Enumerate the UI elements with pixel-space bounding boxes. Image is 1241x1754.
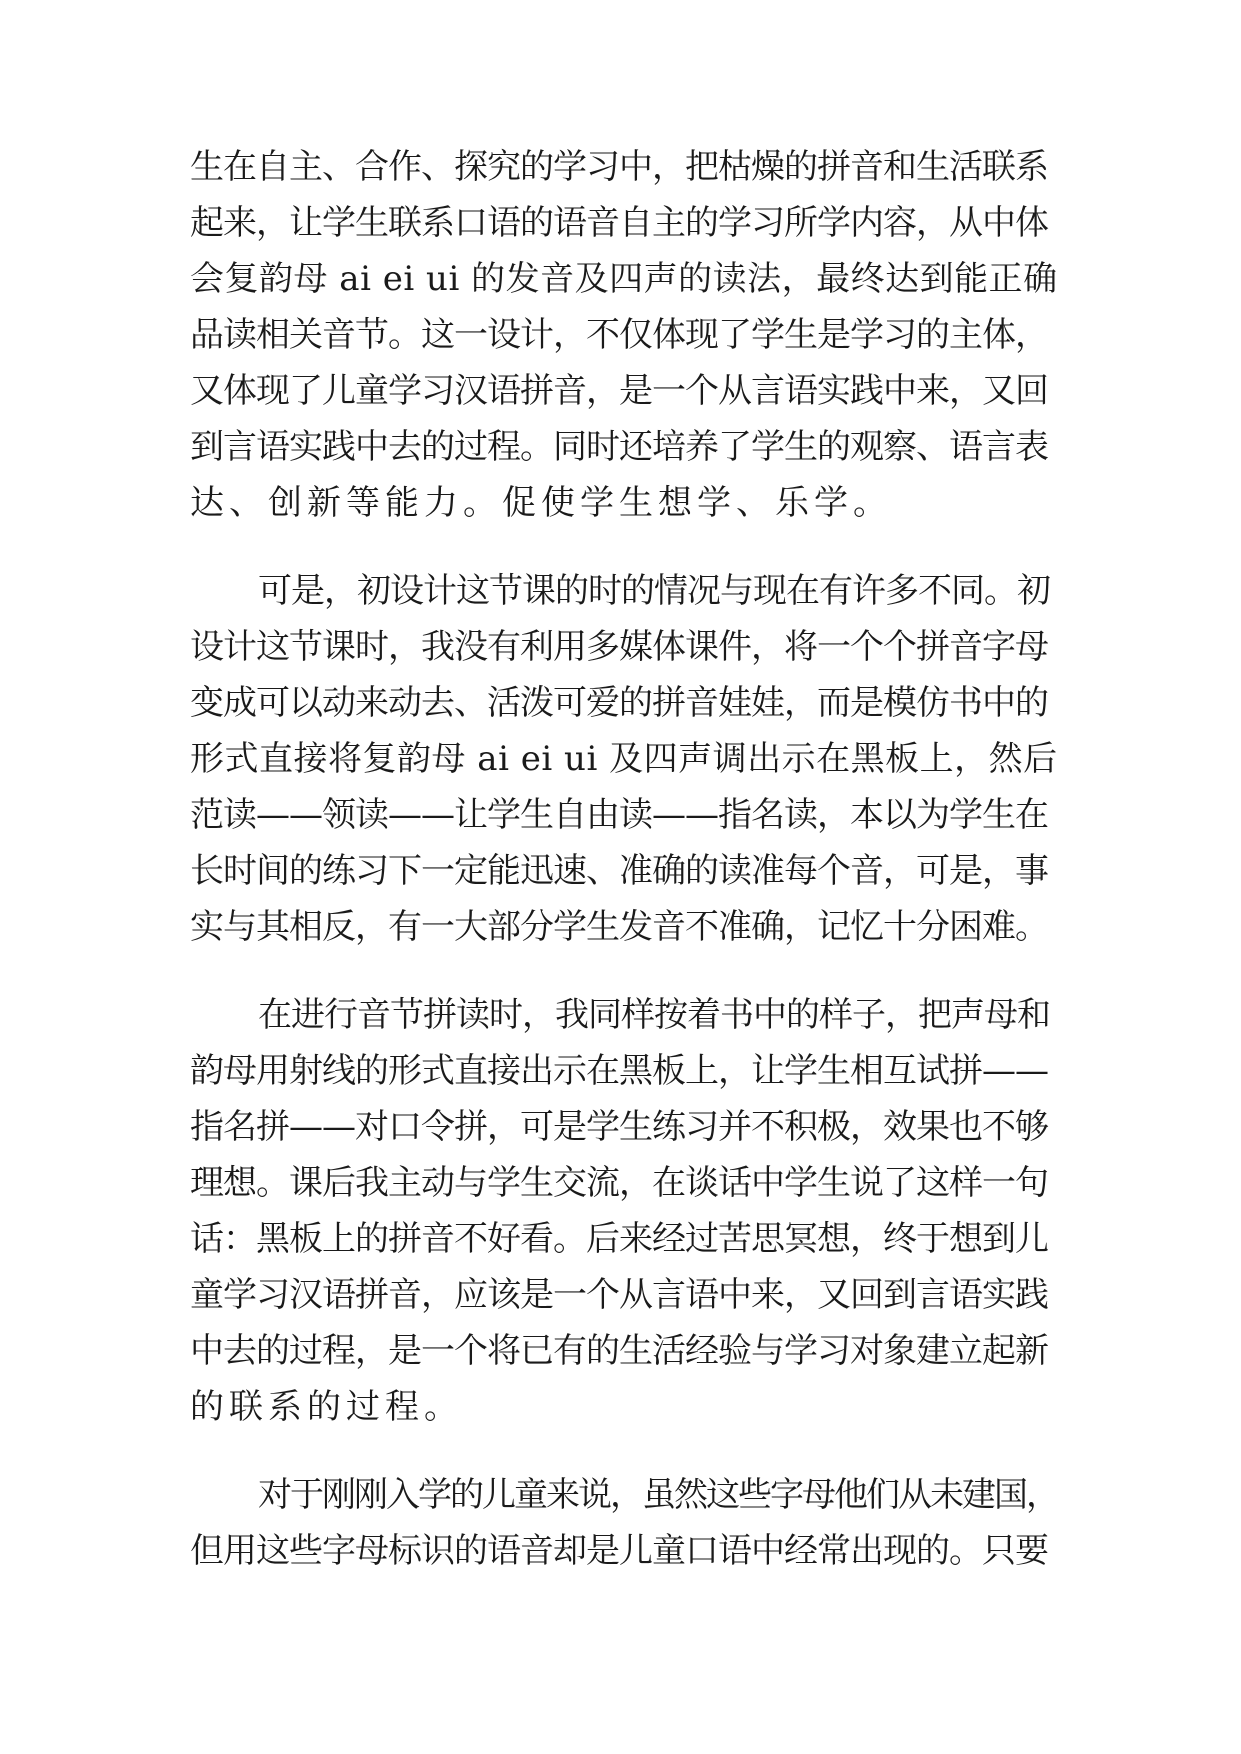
paragraph-first-line: 可是，初设计这节课的时的情况与现在有许多不同。初 xyxy=(258,571,1050,611)
text-line: 的联系的过程。 xyxy=(190,1387,463,1427)
text-line: 品读相关音节。这一设计，不仅体现了学生是学习的主体， xyxy=(190,315,1048,355)
text-line: 指名拼——对口令拼，可是学生练习并不积极，效果也不够 xyxy=(190,1107,1048,1147)
text-line: 范读——领读——让学生自由读——指名读，本以为学生在 xyxy=(190,795,1048,835)
text-line: 又体现了儿童学习汉语拼音，是一个从言语实践中来，又回 xyxy=(190,371,1048,411)
text-line: 但用这些字母标识的语音却是儿童口语中经常出现的。只要 xyxy=(190,1531,1048,1571)
text-line: 到言语实践中去的过程。同时还培养了学生的观察、语言表 xyxy=(190,427,1048,467)
text-line: 设计这节课时，我没有利用多媒体课件，将一个个拼音字母 xyxy=(190,627,1048,667)
paragraph-first-line: 对于刚刚入学的儿童来说，虽然这些字母他们从未建国， xyxy=(258,1475,1058,1515)
text-line: 达、创新等能力。促使学生想学、乐学。 xyxy=(190,483,892,523)
text-line: 童学习汉语拼音，应该是一个从言语中来，又回到言语实践 xyxy=(190,1275,1048,1315)
text-line: 生在自主、合作、探究的学习中，把枯燥的拼音和生活联系 xyxy=(190,147,1048,187)
text-line: 中去的过程，是一个将已有的生活经验与学习对象建立起新 xyxy=(190,1331,1048,1371)
paragraph-first-line: 在进行音节拼读时，我同样按着书中的样子，把声母和 xyxy=(258,995,1050,1035)
text-line: 变成可以动来动去、活泼可爱的拼音娃娃，而是模仿书中的 xyxy=(190,683,1048,723)
text-line: 长时间的练习下一定能迅速、准确的读准每个音，可是，事 xyxy=(190,851,1048,891)
text-line: 起来，让学生联系口语的语音自主的学习所学内容，从中体 xyxy=(190,203,1048,243)
text-line: 理想。课后我主动与学生交流，在谈话中学生说了这样一句 xyxy=(190,1163,1048,1203)
text-line: 会复韵母 ai ei ui 的发音及四声的读法，最终达到能正确 xyxy=(190,259,1058,299)
text-line: 实与其相反，有一大部分学生发音不准确，记忆十分困难。 xyxy=(190,907,1048,947)
text-line: 形式直接将复韵母 ai ei ui 及四声调出示在黑板上，然后 xyxy=(190,739,1058,779)
text-line: 韵母用射线的形式直接出示在黑板上，让学生相互试拼—— xyxy=(190,1051,1048,1091)
text-line: 话：黑板上的拼音不好看。后来经过苦思冥想，终于想到儿 xyxy=(190,1219,1048,1259)
